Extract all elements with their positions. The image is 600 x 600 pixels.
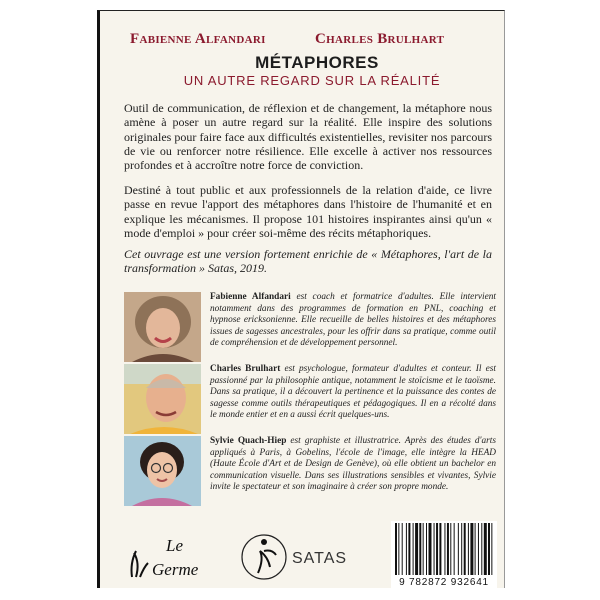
author-bio-text xyxy=(210,364,496,422)
barcode-bar xyxy=(464,523,466,575)
author-bio-text xyxy=(210,436,496,494)
barcode-bar xyxy=(488,523,490,575)
barcode-bar xyxy=(454,523,455,575)
barcode-bar xyxy=(402,523,403,575)
barcode-bar xyxy=(491,523,492,575)
barcode-bar xyxy=(470,523,473,575)
barcode-bar xyxy=(468,523,469,575)
bio-description: est psychologue, formateur d'adultes et conteur. Il est passionné par la philosophie antique, notamment le stoïcisme et le taoïsme. Dans sa pratique, il a découvert la pertinence et la puissance des contes de sagesse comme outils thérapeutiques et pédagogiques. Il en a récolté dans le monde entier et en a aussi écrit quelques-uns. xyxy=(210,364,496,420)
isbn-digits: 9 782872 932641 xyxy=(399,577,489,588)
barcode-bar xyxy=(436,523,438,575)
barcode-bar xyxy=(398,523,399,575)
bio-name: Fabienne Alfandari xyxy=(210,292,291,302)
author-photo xyxy=(124,364,201,434)
barcode-bars xyxy=(391,521,497,577)
satas-logo-text: SATAS xyxy=(292,550,348,567)
author-bio-text xyxy=(210,292,496,350)
author-bio xyxy=(124,364,496,434)
author-name-1: Fabienne Alfandari xyxy=(130,31,266,47)
author-photo xyxy=(124,292,201,362)
blurb-paragraph-2: Destiné à tout public et aux professionnels de la relation d'aide, ce livre passe en revue l'apport des métaphores dans l'histoire de l'humanité et en explique les mécanismes. Il propose 101 histoires inspirantes ainsi qu'un « mode d'emploi » pour créer soi-même des récits métaphoriques. xyxy=(124,183,492,240)
barcode-bar xyxy=(395,523,397,575)
le-germe-logo-line2: Germe xyxy=(152,560,199,579)
barcode-bar xyxy=(419,523,421,575)
barcode-bar xyxy=(458,523,459,575)
barcode-bar xyxy=(415,523,418,575)
author-bio xyxy=(124,292,496,362)
le-germe-logo-line1: Le xyxy=(166,536,183,555)
satas-logo xyxy=(238,529,368,585)
edition-note: Cet ouvrage est une version fortement enrichie de « Métaphores, l'art de la transformation » Satas, 2019. xyxy=(124,247,492,276)
barcode-bar xyxy=(484,523,487,575)
barcode-bar xyxy=(426,523,427,575)
barcode-bar xyxy=(444,523,445,575)
barcode-bar xyxy=(447,523,449,575)
barcode-bar xyxy=(408,523,410,575)
book-subtitle: UN AUTRE REGARD SUR LA RÉALITÉ xyxy=(183,73,441,88)
bio-name: Charles Brulhart xyxy=(210,364,281,374)
bio-description: est graphiste et illustratrice. Après des études d'arts appliqués à Paris, à Gobelins, l'école de l'image, elle intègre la HEAD (Haute École d'Art et de Design de Genève), où elle obtient un bachelor en communication visuelle. Dans ses illustrations sensibles et vivantes, Sylvie invite le spectateur et son imaginaire à créer son propre monde. xyxy=(210,436,496,492)
barcode-bar xyxy=(461,523,462,575)
book-title: MÉTAPHORES xyxy=(255,53,379,72)
barcode-bar xyxy=(478,523,479,575)
barcode-bar xyxy=(434,523,435,575)
book-back-cover xyxy=(97,10,505,588)
blurb-paragraph-1: Outil de communication, de réflexion et de changement, la métaphore nous amène à poser un autre regard sur la réalité. Elle inspire des solutions originales pour faire face aux difficultés existentielles, revisiter nos parcours de vie ou renforcer notre résilience. Elle excelle à activer nos ressources profondes et à accroître notre force de conviction. xyxy=(124,101,492,173)
isbn-barcode xyxy=(391,521,497,589)
bio-description: est coach et formatrice d'adultes. Elle intervient notamment dans des programmes de formation en PNL, coaching et hypnose ericksonienne. Elle recueille de belles histoires et des métaphores issues de sagesses ancestrales, pour les offrir dans sa pratique, comme outil de compréhension et de développement personnel. xyxy=(210,292,496,348)
barcode-bar xyxy=(475,523,476,575)
le-germe-logo xyxy=(126,533,216,583)
barcode-bar xyxy=(406,523,407,575)
barcode-bar xyxy=(429,523,432,575)
bio-name: Sylvie Quach-Hiep xyxy=(210,436,287,446)
barcode-bar xyxy=(423,523,424,575)
author-photo xyxy=(124,436,201,506)
barcode-bar xyxy=(450,523,451,575)
barcode-bar xyxy=(439,523,441,575)
author-name-2: Charles Brulhart xyxy=(315,31,445,47)
barcode-bar xyxy=(413,523,414,575)
barcode-bar xyxy=(481,523,482,575)
author-bio xyxy=(124,436,496,506)
